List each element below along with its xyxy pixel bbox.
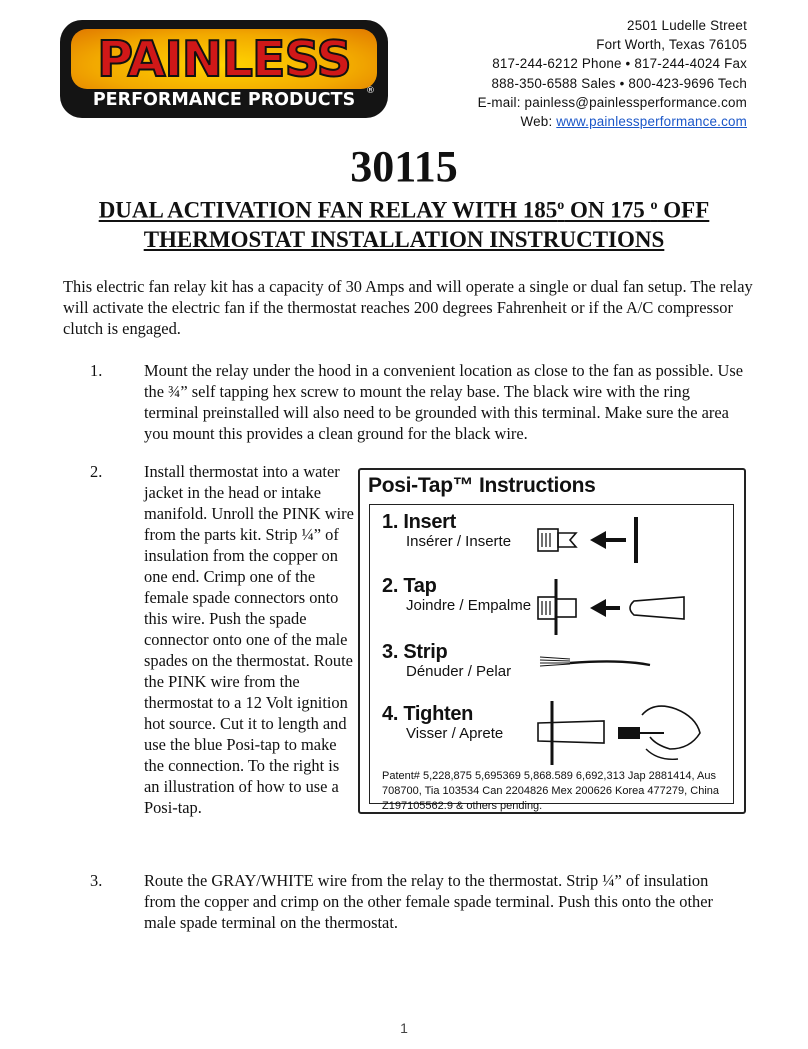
- intro-paragraph: This electric fan relay kit has a capacity of 30 Amps and will operate a single or dual fan setup. The relay will activate the electric fan if the thermostat reaches 200 degrees Fahrenheit or if the A/C compressor clutch is engaged.: [63, 277, 753, 338]
- posi-step-strip: 3. Strip Dénuder / Pelar: [382, 641, 512, 680]
- part-number: 30115: [350, 142, 458, 191]
- step-number: 1.: [90, 361, 103, 380]
- strip-illustration: [530, 643, 730, 683]
- document-title: [0, 191, 808, 254]
- contact-web: [478, 112, 747, 131]
- contact-street: 2501 Ludelle Street: [627, 18, 747, 33]
- step-text: Route the GRAY/WHITE wire from the relay to the thermostat. Strip ¼” of insulation from the copper and crimp on the other female spade terminal. Push this onto the other male spade terminal on the thermostat.: [144, 871, 713, 932]
- step-text: Install thermostat into a water jacket in the head or intake manifold. Unroll the PINK wire from the parts kit. Strip ¼” of insulation from the copper on one end. Crimp one of the female spade connectors onto this wire. Push the spade connector onto one of the male spades on the thermostat. Route the PINK wire from the thermostat to a 12 Volt ignition hot source. Cut it to length and use the blue Posi-tap to make the connection. To the right is an illustration of how to use a Posi-tap.: [144, 462, 354, 817]
- step-number: 3.: [90, 871, 103, 890]
- posi-tap-steps-panel: [369, 504, 734, 812]
- posi-tap-title: Posi-Tap™ Instructions: [368, 474, 596, 497]
- posi-tap-figure: [358, 468, 746, 814]
- title-line-2: THERMOSTAT INSTALLATION INSTRUCTIONS: [143, 226, 665, 252]
- posi-step-tap: 2. Tap Joindre / Empalme: [382, 575, 532, 614]
- contact-city: Fort Worth, Texas 76105: [596, 37, 747, 53]
- contact-phone-fax: 817-244-6212 Phone • 817-244-4024 Fax: [492, 56, 747, 72]
- logo-banner: [71, 29, 377, 89]
- page-number: 1: [400, 1020, 408, 1036]
- posi-step-tighten: 4. Tighten Visser / Aprete: [382, 703, 504, 742]
- insert-illustration: [530, 509, 730, 565]
- tighten-illustration: [530, 697, 730, 769]
- step-text: Mount the relay under the hood in a convenient location as close to the fan as possible. Use the ¾” self tapping hex screw to mount the relay base. The black wire with the ring terminal preinstalled will also need to be grounded with this terminal. Make sure the area you mount this provides a clean ground for the black wire.: [144, 361, 744, 443]
- logo-tagline: PERFORMANCE PRODUCTS: [92, 90, 356, 110]
- registered-mark: ®: [366, 86, 375, 96]
- patent-notice: Patent# 5,228,875 5,695369 5,868.589 6,692,313 Jap 2881414, Aus 708700, Tia 103534 Can 2204826 Mex 200626 Korea 477279, China Z197105562.9 & others pending.: [382, 770, 719, 812]
- company-logo: [60, 20, 388, 118]
- title-line-1: DUAL ACTIVATION FAN RELAY WITH 185$^o$ ON 175 $^o$ OFF: [98, 197, 710, 223]
- step-number: 2.: [90, 462, 103, 481]
- contact-block: [478, 16, 747, 131]
- website-link[interactable]: www.painlessperformance.com: [556, 114, 747, 130]
- posi-step-insert: 1. Insert Insérer / Inserte: [382, 511, 512, 550]
- web-label: Web:: [520, 114, 557, 130]
- logo-brand-name: PAINLESS: [97, 31, 351, 88]
- contact-sales-tech: 888-350-6588 Sales • 800-423-9696 Tech: [491, 75, 747, 91]
- tap-illustration: [530, 577, 730, 637]
- contact-email: E-mail: painless@painlessperformance.com: [477, 94, 747, 110]
